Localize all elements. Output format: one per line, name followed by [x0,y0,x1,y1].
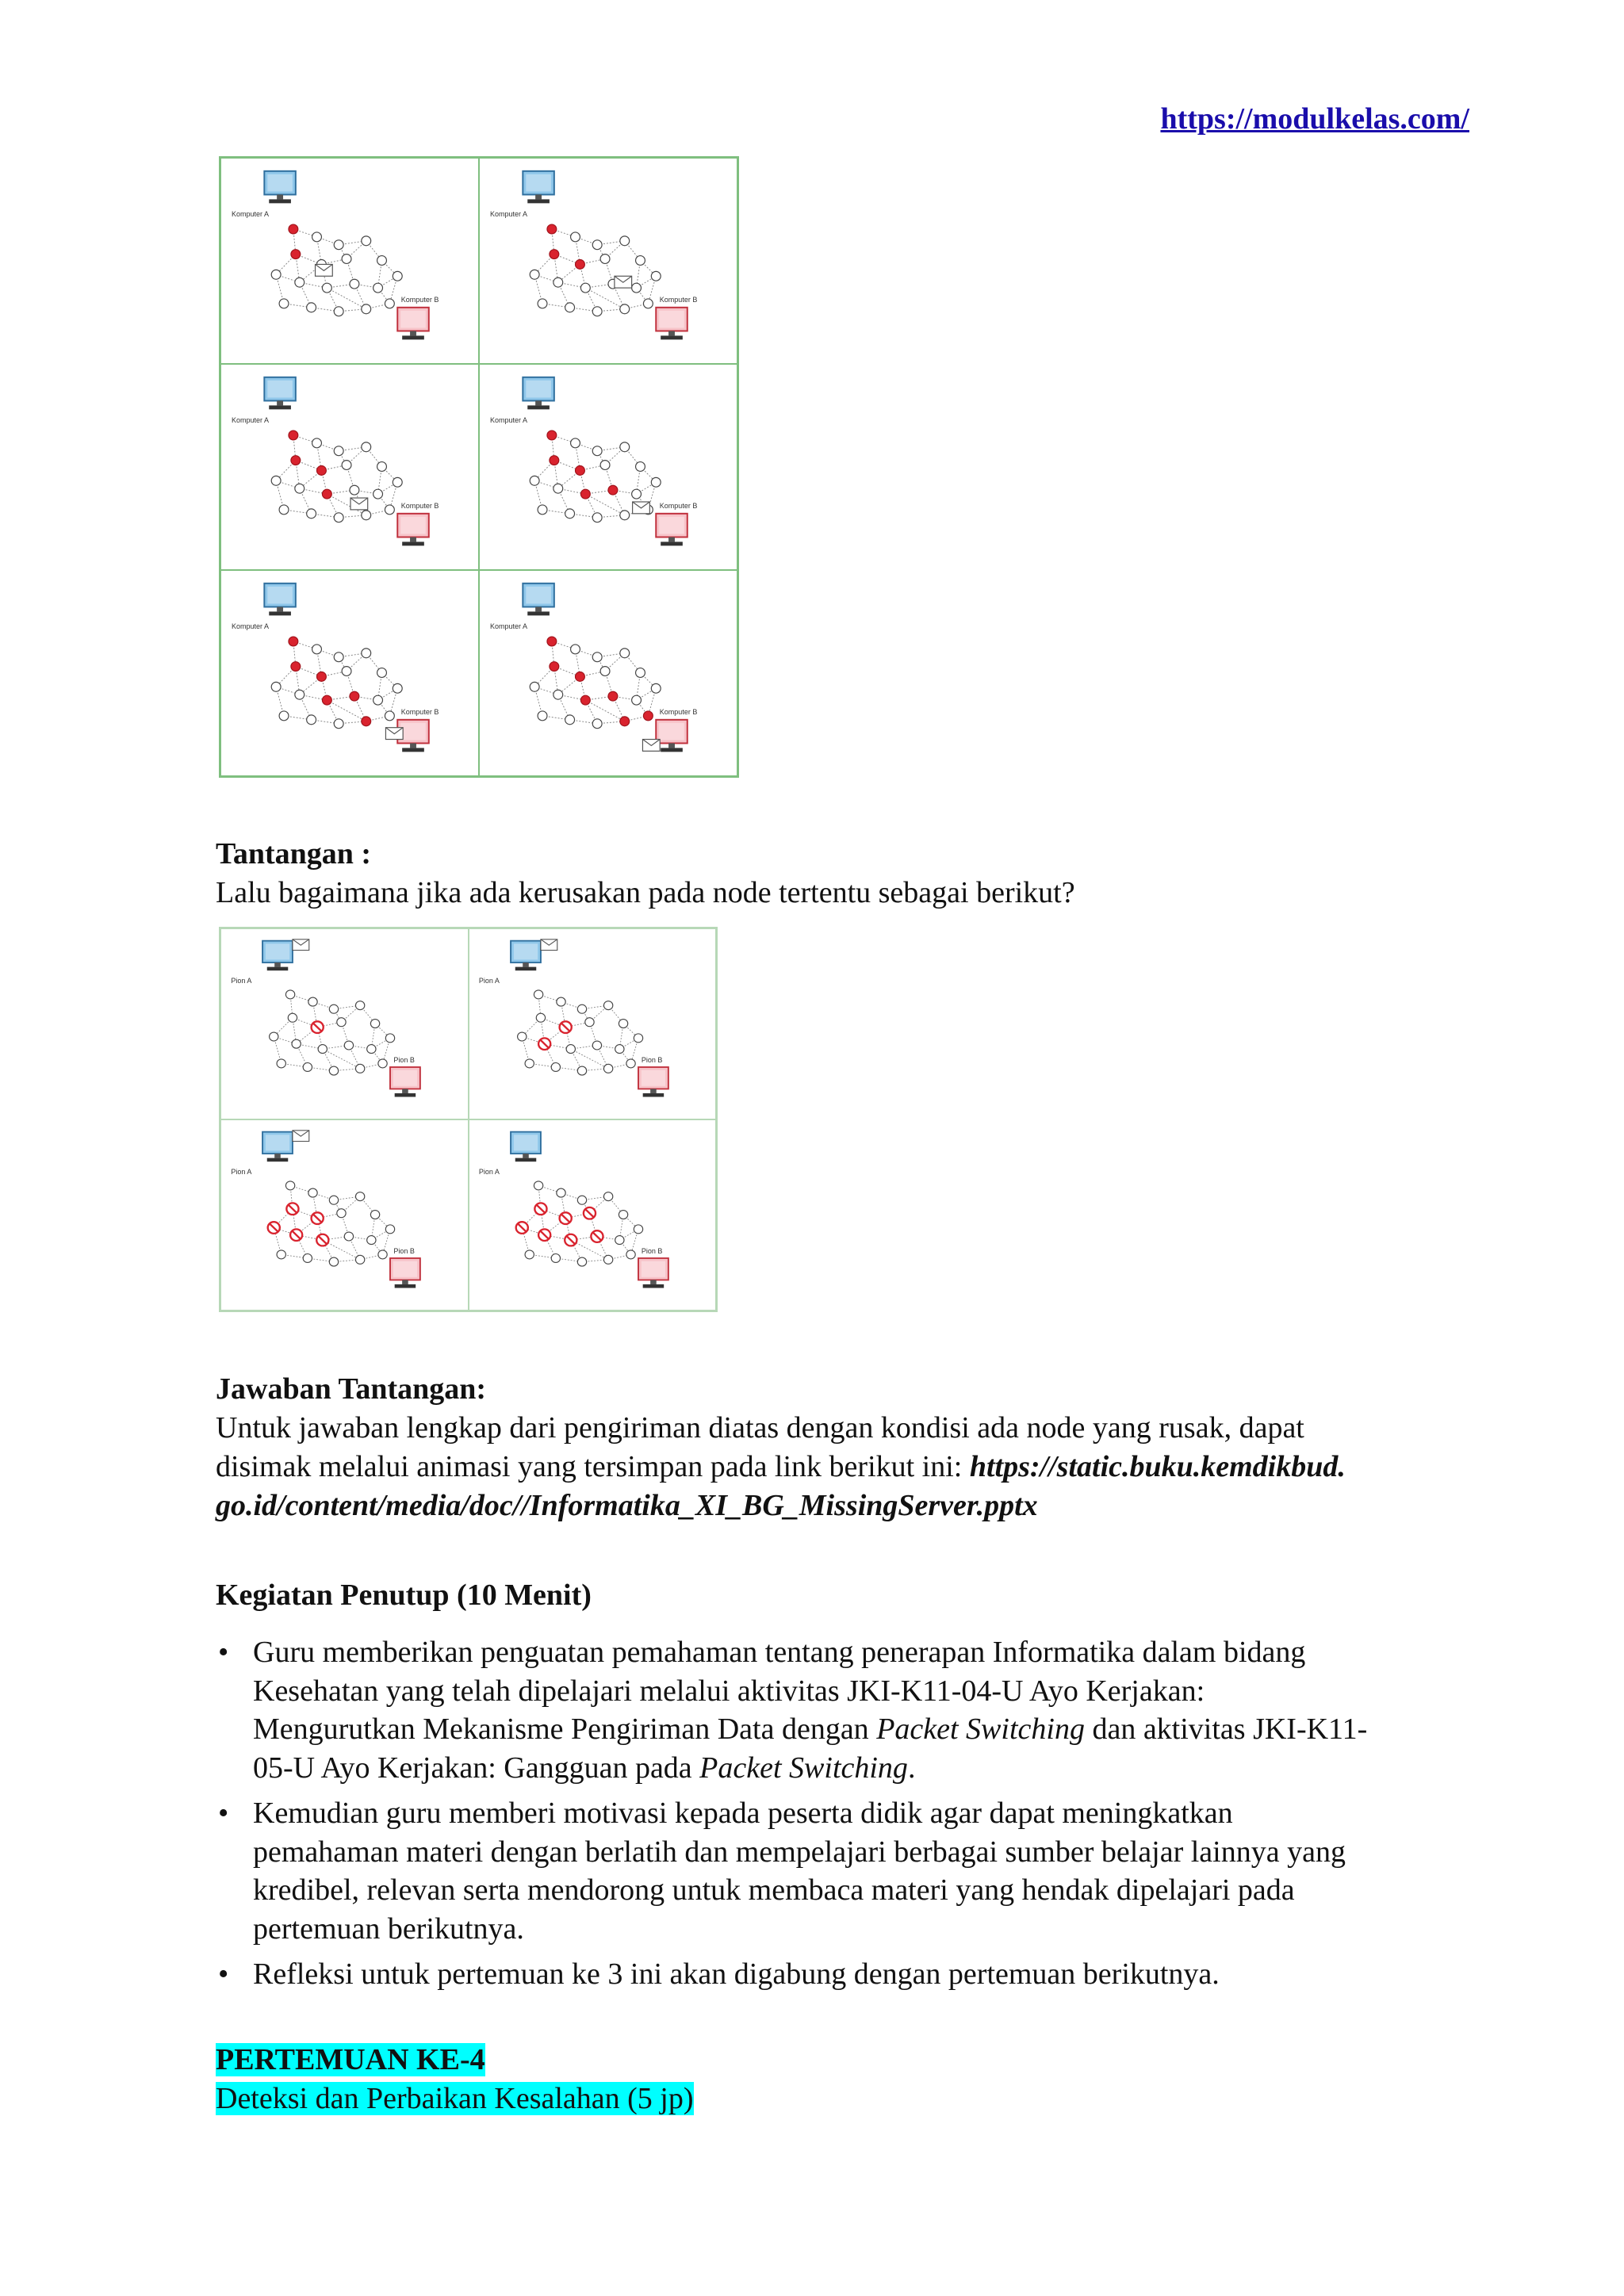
computer-b-label: Komputer B [659,501,698,510]
network-node [536,1013,545,1022]
broken-node-icon [565,1234,576,1246]
computer-b-icon [397,308,429,340]
broken-node-icon [268,1222,280,1234]
network-node [538,299,547,308]
network-node [277,1250,285,1259]
network-node [308,1188,317,1197]
network-node [620,649,630,658]
network-node [329,1004,338,1013]
network-node [329,1066,338,1075]
network-node [530,682,539,691]
network-node [636,256,645,266]
network-node [370,1211,379,1219]
network-node [556,1188,565,1197]
network-node [592,446,602,456]
packet-switching-figure [219,156,739,778]
diagram-cell [479,364,737,570]
diagram-cell [220,158,479,364]
envelope-icon [633,502,650,514]
network-node [619,1020,627,1028]
pertemuan-heading [216,2041,485,2080]
bullet: • [218,1636,229,1669]
network-node [270,1032,278,1041]
network-node [385,1225,394,1234]
computer-a-icon [262,941,293,971]
computer-b-icon [656,720,688,752]
network-node [334,446,343,456]
computer-b-label: Komputer B [400,501,439,510]
network-node [632,695,642,705]
network-node [377,668,387,678]
network-node [370,1020,379,1028]
network-node [565,509,575,519]
network-node [291,456,301,465]
network-node [565,715,575,725]
network-node [378,1059,387,1068]
network-node [651,477,661,487]
network-node [350,691,359,701]
network-node [362,442,371,452]
computer-a-label: Komputer A [231,622,269,630]
envelope-icon [615,276,632,288]
network-node [373,489,383,499]
network-node [312,438,322,448]
network-node [322,489,331,499]
jawaban-line-2 [216,1448,1346,1487]
pertemuan-title: PERTEMUAN KE-4 [216,2043,485,2076]
network-node [547,637,557,646]
network-node [295,484,304,493]
list-line: pemahaman materi dengan berlatih dan mempelajari berbagai sumber belajar lainnya yang [253,1835,1346,1869]
network-node [344,1232,353,1241]
broken-node-icon [559,1021,571,1033]
bullet: • [218,1797,229,1830]
bullet: • [218,1957,229,1991]
network-node [643,711,653,721]
computer-a-icon [264,171,296,204]
network-node [592,719,602,729]
network-node [288,1013,297,1022]
network-node [577,1066,586,1075]
network-node [603,1255,612,1264]
network-node [337,1209,346,1218]
computer-a-label: Komputer A [489,622,527,630]
network-node [362,236,371,246]
network-node [307,509,316,519]
network-node [312,232,322,242]
text-run: 05-U Ayo Kerjakan: Gangguan pada [253,1751,700,1785]
broken-node-icon [559,1212,571,1224]
network-node [385,505,394,515]
network-node [271,270,281,279]
diagram-cell [220,1119,469,1311]
network-node [362,649,371,658]
envelope-icon [540,939,557,951]
network-node [534,1181,542,1190]
text-run: dan aktivitas JKI-K11- [1084,1712,1368,1746]
network-node [626,1250,634,1259]
network-node [367,1236,376,1245]
network-node [525,1059,534,1068]
broken-node-icon [290,1229,302,1241]
network-node [553,277,563,287]
computer-a-label: Pion A [478,1167,500,1176]
network-node [608,485,618,495]
network-node [592,652,602,662]
list-line: kredibel, relevan serta mendorong untuk membaca materi yang hendak dipelajari pada [253,1873,1295,1907]
network-node [317,466,327,476]
network-link [585,288,624,309]
network-node [636,668,645,678]
computer-a-label: Komputer A [489,209,527,218]
network-link [570,1049,607,1069]
network-node [295,690,304,699]
network-node [385,299,394,308]
network-node [279,299,289,308]
network-node [295,277,304,287]
network-node [344,1041,353,1050]
network-node [577,1004,586,1013]
computer-a-icon [264,584,296,616]
network-node [312,645,322,654]
network-node [636,462,645,472]
diagram-cell [220,364,479,570]
network-node [603,1192,612,1201]
jawaban-heading: Jawaban Tantangan: [216,1372,487,1406]
broken-node-icon [515,1222,527,1234]
list-line: Kesehatan yang telah dipelajari melalui aktivitas JKI-K11-04-U Ayo Kerjakan: [253,1674,1205,1708]
network-node [355,1001,364,1010]
network-node [355,1064,364,1073]
network-node [551,1062,560,1071]
text-run-italic: Packet Switching [699,1751,908,1785]
diagram-cell [220,570,479,776]
network-node [291,662,301,672]
diagram-cell [220,928,469,1119]
computer-b-label: Komputer B [659,707,698,716]
network-node [620,511,630,520]
network-node [534,990,542,999]
network-node [279,505,289,515]
header-link[interactable]: https://modulkelas.com/ [1160,102,1469,136]
network-node [329,1257,338,1266]
network-node [600,254,610,264]
network-node [334,719,343,729]
network-node [385,1034,394,1043]
network-node [632,283,642,293]
computer-b-icon [390,1258,420,1288]
network-node [377,462,387,472]
network-node [565,303,575,312]
computer-b-icon [656,514,688,546]
network-node [525,1250,534,1259]
network-node [271,682,281,691]
computer-a-label: Pion A [231,976,252,985]
computer-b-icon [656,308,688,340]
envelope-icon [293,1131,309,1142]
network-node [608,691,618,701]
network-node [377,256,387,266]
network-node [285,1181,294,1190]
broken-node-icon [583,1207,595,1219]
computer-a-icon [511,1132,541,1162]
network-node [362,304,371,314]
envelope-icon [642,740,660,752]
network-node [393,683,402,693]
network-node [517,1032,526,1041]
network-node [651,683,661,693]
envelope-icon [316,264,333,276]
network-node [334,513,343,522]
network-node [334,307,343,316]
network-node [355,1192,364,1201]
computer-a-label: Pion A [231,1167,252,1176]
list-line [253,1749,1484,1788]
network-node [350,279,359,289]
network-node [551,1253,560,1262]
network-node [547,224,557,234]
network-node [329,1196,338,1204]
jawaban-link-part-2[interactable]: go.id/content/media/doc//Informatika_XI_BG_MissingServer.pptx [216,1489,1038,1522]
computer-a-icon [511,941,541,971]
network-node [289,430,298,440]
network-node [651,271,661,281]
network-node [378,1250,387,1259]
computer-a-label: Komputer A [489,415,527,424]
network-node [576,260,585,270]
network-node [580,489,590,499]
network-node [373,283,383,293]
network-node [291,250,301,259]
network-node [626,1059,634,1068]
broken-node-icon [312,1212,324,1224]
network-node [603,1001,612,1010]
network-node [592,240,602,250]
network-node [571,232,580,242]
computer-b-label: Komputer B [400,707,439,716]
network-node [334,652,343,662]
network-node [571,645,580,654]
network-node [553,690,563,699]
computer-b-label: Pion B [393,1247,415,1256]
jawaban-line-2-text: disimak melalui animasi yang tersimpan pada link berikut ini: [216,1450,970,1483]
broken-node-icon [312,1021,324,1033]
network-node [308,997,317,1006]
diagram-cell [469,928,717,1119]
broken-node-icon [534,1203,546,1215]
network-node [318,1045,327,1054]
network-node [530,270,539,279]
network-node [620,442,630,452]
computer-b-label: Pion B [641,1056,663,1065]
jawaban-line-1: Untuk jawaban lengkap dari pengiriman diatas dengan kondisi ada node yang rusak, dapat [216,1411,1304,1445]
network-node [342,254,351,264]
network-node [634,1225,642,1234]
network-node [285,990,294,999]
computer-b-icon [638,1258,668,1288]
network-node [367,1045,376,1054]
computer-b-label: Pion B [641,1247,663,1256]
diagram-cell [479,570,737,776]
network-node [355,1255,364,1264]
network-node [592,1041,601,1050]
network-node [620,236,630,246]
network-node [615,1045,623,1054]
computer-b-icon [390,1067,420,1097]
network-node [317,672,327,682]
network-link [327,288,366,309]
envelope-icon [350,498,368,510]
jawaban-link-part-1[interactable]: https://static.buku.kemdikbud. [969,1450,1346,1483]
network-node [538,711,547,721]
broken-node-icon [538,1038,550,1050]
network-node [620,304,630,314]
list-line: Refleksi untuk pertemuan ke 3 ini akan digabung dengan pertemuan berikutnya. [253,1957,1220,1991]
list-item [216,1955,1484,1994]
network-node [322,283,331,293]
list-line: pertemuan berikutnya. [253,1911,524,1946]
network-link [585,700,624,721]
computer-a-icon [523,171,554,204]
envelope-icon [385,728,403,740]
network-node [566,1045,575,1054]
network-node [362,511,371,520]
network-node [600,667,610,676]
network-node [643,299,653,308]
network-node [350,485,359,495]
list-line: Kemudian guru memberi motivasi kepada peserta didik agar dapat meningkatkan [253,1797,1233,1830]
network-node [556,997,565,1006]
computer-a-icon [262,1132,293,1162]
broken-node-icon [591,1230,603,1242]
broken-node-figure [219,927,718,1312]
penutup-list [216,1633,1484,2001]
network-node [600,461,610,470]
network-node [393,477,402,487]
network-node [342,667,351,676]
network-node [547,430,557,440]
network-node [373,695,383,705]
network-node [576,466,585,476]
list-line [253,1710,1484,1749]
network-node [307,715,316,725]
network-node [580,283,590,293]
network-node [592,307,602,316]
network-node [337,1018,346,1027]
list-line: Guru memberikan penguatan pemahaman tentang penerapan Informatika dalam bidang [253,1636,1306,1669]
network-node [580,695,590,705]
penutup-heading: Kegiatan Penutup (10 Menit) [216,1578,592,1612]
network-node [620,717,630,726]
network-node [385,711,394,721]
tantangan-text: Lalu bagaimana jika ada kerusakan pada node tertentu sebagai berikut? [216,876,1075,909]
network-node [342,461,351,470]
network-node [619,1211,627,1219]
network-node [393,271,402,281]
computer-a-label: Pion A [478,976,500,985]
network-node [553,484,563,493]
envelope-icon [293,939,309,951]
computer-a-icon [523,377,554,410]
network-link [327,700,366,721]
text-run: . [907,1751,916,1785]
computer-a-label: Komputer A [231,415,269,424]
network-node [538,505,547,515]
text-run-italic: Packet Switching [876,1712,1085,1746]
network-node [292,1039,301,1048]
computer-b-label: Komputer B [400,295,439,304]
computer-b-icon [638,1067,668,1097]
pertemuan-subtitle-row [216,2080,694,2118]
list-item [216,1794,1484,1948]
network-node [303,1062,312,1071]
network-node [592,513,602,522]
broken-node-icon [316,1234,328,1246]
computer-b-icon [397,514,429,546]
network-node [289,224,298,234]
network-node [550,662,559,672]
text-run: Mengurutkan Mekanisme Pengiriman Data dengan [253,1712,877,1746]
network-node [584,1018,593,1027]
network-node [634,1034,642,1043]
pertemuan-subtitle: Deteksi dan Perbaikan Kesalahan (5 jp) [216,2082,694,2115]
network-node [334,240,343,250]
computer-b-label: Komputer B [659,295,698,304]
tantangan-heading: Tantangan : [216,837,372,871]
network-node [576,672,585,682]
broken-node-icon [538,1229,550,1241]
network-node [632,489,642,499]
network-node [530,476,539,485]
network-node [307,303,316,312]
network-node [550,250,559,259]
list-item [216,1633,1484,1787]
network-node [615,1236,623,1245]
network-node [571,438,580,448]
network-node [279,711,289,721]
diagram-cell [469,1119,717,1311]
network-node [289,637,298,646]
network-node [271,476,281,485]
network-node [277,1059,285,1068]
network-link [323,1049,360,1069]
computer-b-label: Pion B [393,1056,415,1065]
network-node [603,1064,612,1073]
network-node [577,1196,586,1204]
network-link [585,494,624,515]
network-node [550,456,559,465]
network-node [577,1257,586,1266]
computer-a-label: Komputer A [231,209,269,218]
diagram-cell [479,158,737,364]
network-node [303,1253,312,1262]
computer-a-icon [523,584,554,616]
broken-node-icon [286,1203,298,1215]
network-node [362,717,371,726]
computer-a-icon [264,377,296,410]
network-node [322,695,331,705]
